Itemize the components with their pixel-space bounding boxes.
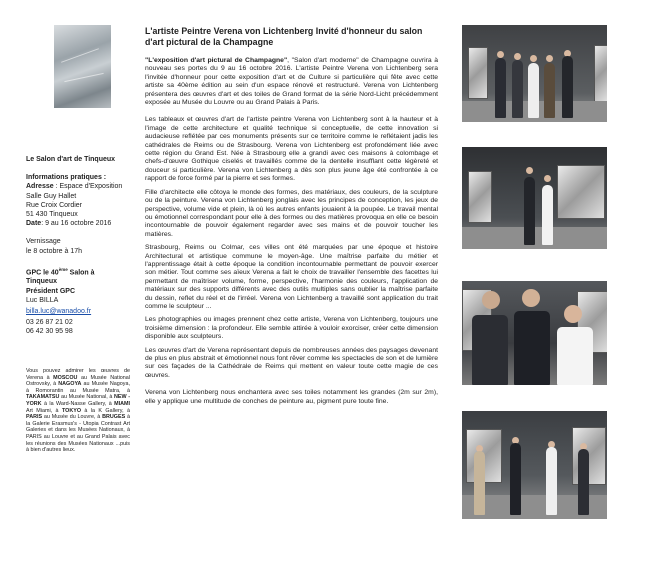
photo-group-1 <box>462 25 607 122</box>
artwork-thumbnail <box>54 25 111 108</box>
paragraph-3: Fille d'architecte elle côtoya le monde des formes, des matériaux, des couleurs, de la sculpture ou de la peinture. Verena von Lichtenberg jonglais avec les principes de conception, les jeux de perspective, volume vide et plein, là où les autres enfants jouaient à la poupée. Le travail mental ou émotionnel correspondant pour elle à des formes ou des matières provoqua en elle ce besoin incontournable de pouvoir également regarder avec ses mains et de pouvoir toucher les matières. <box>145 188 438 238</box>
phone-2: 06 42 30 95 98 <box>26 328 73 336</box>
photo-group-2 <box>462 147 607 249</box>
paragraph-6: Les œuvres d'art de Verena représentant depuis de nombreuses années des paysages devenant de plus en plus abstrait et émotionnel nous font rêver comme les spectacles de son et de lumière sur ces façades de la Cathédrale de Reims qui mettent en valeur toute cette magie de ces œuvres. <box>145 346 438 379</box>
paragraph-5: Les photographies ou images prennent chez cette artiste, Verena von Lichtenberg, toujours une troisième dimension : la profondeur. Elle semble attirée à vouloir exorciser, créer cette dimension disponible aux sculpteurs. <box>145 316 438 341</box>
email-link[interactable]: billa.luc@wanadoo.fr <box>26 307 92 315</box>
photo-group-4 <box>462 411 607 519</box>
photo-group-3 <box>462 281 607 385</box>
paragraph-7: Verena von Lichtenberg nous enchantera avec ses toiles notamment les grandes (2m sur 2m), elle y applique une multitude de conches de peinture au, pigment pure toute fine. <box>145 389 438 405</box>
city: 51 430 Tinqueux <box>26 211 78 219</box>
article-body <box>145 57 438 406</box>
paragraph-4: Strasbourg, Reims ou Colmar, ces villes ont été marquées par une époque et histoire Architectural et artistique commune le moyen-âge. Une maîtrise parfaite du métier et l'apprentissage était à cette époque la condition incontournable permettant de pouvoir exercer son métier. Tout comme ses aïeux Verena a fait le choix de travailler l'ensemble des facettes lui permettant de maîtriser volume, forme, perspective, l'harmonie des couleurs, l'application de matériaux sur des supports différents avec des outils multiples sans oublier la maîtrise parfaite du dessin, reflet du réel et de l'irréel. Verena von Lichtenberg a travaillé sont application du trait comme le sculpteur ... <box>145 244 438 310</box>
president-name: Luc BILLA <box>26 296 59 304</box>
street: Rue Croix Cordier <box>26 201 83 209</box>
dates: Date: 9 au 16 octobre 2016 <box>26 220 112 228</box>
left-info-block <box>26 155 126 337</box>
address: Adresse : Espace d'Exposition Salle Guy Hallet <box>26 183 123 200</box>
vernissage-label: Vernissage <box>26 238 61 246</box>
salon-heading: Le Salon d'art de Tinqueux <box>26 156 116 163</box>
article-title: L'artiste Peintre Verena von Lichtenberg Invité d'honneur du salon d'art pictural de la Champagne <box>145 26 423 47</box>
phone-1: 03 26 87 21 02 <box>26 319 73 327</box>
exhibitions-list: Vous pouvez admirer les œuvres de Verena à MOSCOU au Musée National Ostrovsky, à NAGOYA au Musée Nagoya, à Romorantin au Musée Matra, à TAKAMATSU au Musée National, à NEW - YORK à la Ward-Nasse Gallery, à MIAMI Art Miami, à TOKYO à la K Gallery, à PARIS au Musée du Louvre, à BRUGES à la Galerie Erasmus's - Utopia Contrast Art Galeries et dans les Musées Nationaux, à PARIS au Louvre et au Grand Palais avec les réunions des Musées Nationaux ...puis à bien d'autres lieux. <box>26 368 130 454</box>
paragraph-1: "L'exposition d'art pictural de Champagne", "Salon d'art moderne" de Champagne ouvrira à nouveau ses portes du 9 au 16 octobre 2016. L'artiste Peintre Verena von Lichtenberg sera l'invitée d'honneur pour cette exposition d'art et de Culture si particulière qui fête avec cette artiste sa 40ème édition au sein d'un espace rénové et restructuré. Verena von Lichtenberg présentera des œuvres d'art et des toiles de Grand format de la série Nord-Licht précédemment exposée au Musée du Louvre ou au Grand Palais à Paris. <box>145 57 438 107</box>
paragraph-2: Les tableaux et œuvres d'art de l'artiste peintre Verena von Lichtenberg sont à la hauteur et à l'image de cette architecture et qualité technique si conceptuelle, de cette innovation si audacieuse reflétée par ces monuments présents sur ce territoire comme le reflétaient jadis les cathédrales de Reims ou de Strasbourg. Verena von Lichtenberg est profondément liée avec cette région du Grand Est. Née à Strasbourg elle a grandi avec ces maisons à colombage et chefs-d'œuvre Gothique ciselés et travaillés comme de la dentelle insufflant cette légèreté et douceur si particulière. Verena von Lichtenberg a dès son plus jeune âge été confrontée à ce rapport de force formé par la pierre et ses formes. <box>145 116 438 183</box>
vernissage-date: le 8 octobre à 17h <box>26 247 83 255</box>
gpc-line: GPC le 40ème Salon à Tinqueux <box>26 266 95 286</box>
president-title: Président GPC <box>26 287 76 295</box>
info-title: Informations pratiques : <box>26 174 107 182</box>
